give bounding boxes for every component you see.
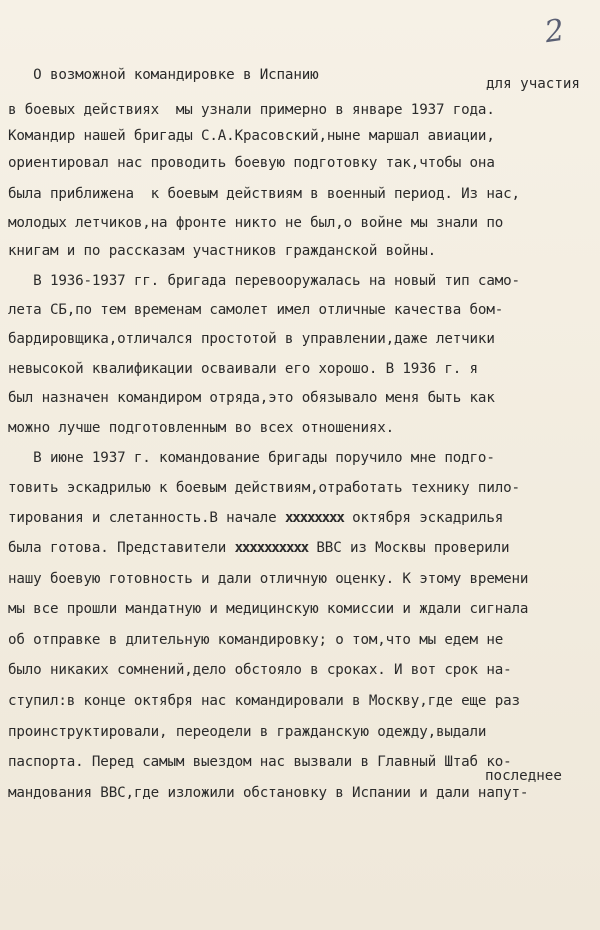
- text-line: была приближена к боевым действиям в военный период. Из нас,: [8, 186, 520, 202]
- text-line: можно лучше подготовленным во всех отношениях.: [8, 420, 395, 436]
- text-line-start: тирования и слетанность.В начале: [8, 510, 277, 526]
- text-line: мы все прошли мандатную и медицинскую комиссии и ждали сигнала: [8, 601, 529, 617]
- text-line: ступил:в конце октября нас командировали в Москву,где еще раз: [8, 693, 520, 709]
- handwritten-page-number: 2: [542, 12, 567, 51]
- text-line: был назначен командиром отряда,это обязывало меня быть как: [8, 390, 495, 406]
- text-line: было никаких сомнений,дело обстояло в сроках. И вот срок на-: [8, 662, 512, 678]
- text-line: об отправке в длительную командировку; о том,что мы едем не: [8, 632, 504, 648]
- text-line: В июне 1937 г. командование бригады поручило мне подго-: [8, 450, 495, 466]
- text-line: молодых летчиков,на фронте никто не был,о войне мы знали по: [8, 215, 504, 231]
- text-line: О возможной командировке в Испанию: [8, 67, 319, 83]
- text-line: книгам и по рассказам участников гражданской войны.: [8, 243, 436, 259]
- text-line: лета СБ,по тем временам самолет имел отличные качества бом-: [8, 302, 504, 318]
- text-line: мандования ВВС,где изложили обстановку в Испании и дали напут-: [8, 785, 529, 801]
- text-line: невысокой квалификации осваивали его хорошо. В 1936 г. я: [8, 361, 478, 377]
- struck-out-text: хххххххххх: [234, 540, 309, 556]
- text-line-start: была готова. Представители: [8, 540, 227, 556]
- text-line: в боевых действиях мы узнали примерно в январе 1937 года.: [8, 102, 495, 118]
- text-line: Командир нашей бригады С.А.Красовский,ныне маршал авиации,: [8, 128, 495, 144]
- text-line: В 1936-1937 гг. бригада перевооружалась на новый тип само-: [8, 273, 520, 289]
- text-line: проинструктировали, переодели в гражданскую одежду,выдали: [8, 724, 487, 740]
- text-line: паспорта. Перед самым выездом нас вызвали в Главный Штаб ко-: [8, 754, 512, 770]
- text-line: ориентировал нас проводить боевую подготовку так,чтобы она: [8, 155, 495, 171]
- struck-out-text: хххххххх: [284, 510, 344, 526]
- text-line-tail: ВВС из Москвы проверили: [308, 540, 510, 556]
- text-line-tail: октября эскадрилья: [343, 510, 504, 526]
- text-line-with-strikeout: [8, 509, 503, 527]
- inserted-word: последнее: [485, 768, 562, 784]
- text-line: бардировщика,отличался простотой в управлении,даже летчики: [8, 331, 495, 347]
- text-line-with-strikeout: [8, 539, 509, 557]
- text-line: товить эскадрилью к боевым действиям,отработать технику пило-: [8, 480, 520, 496]
- text-line-tail: для участия: [486, 76, 580, 92]
- text-line: нашу боевую готовность и дали отличную оценку. К этому времени: [8, 571, 529, 587]
